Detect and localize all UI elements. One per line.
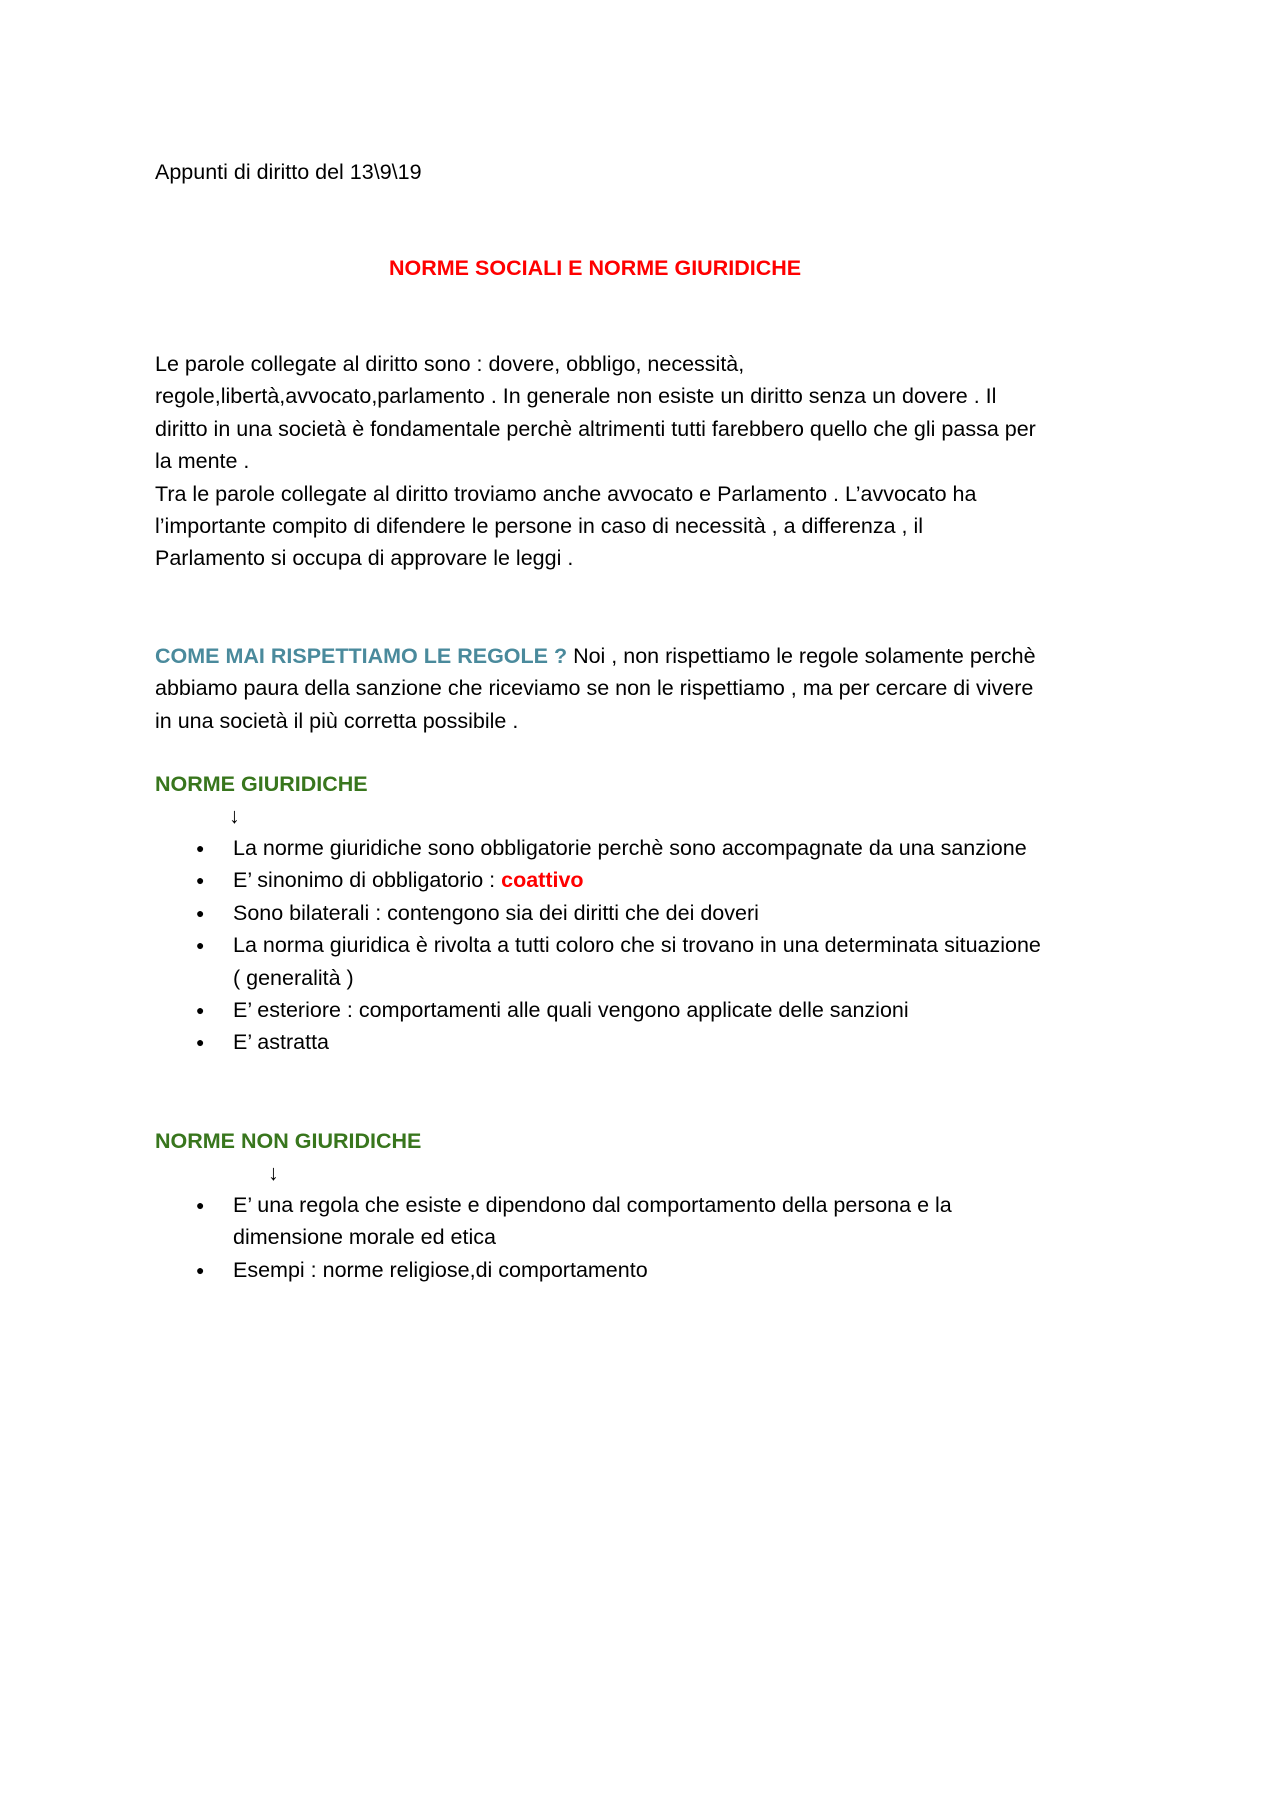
- bullet-icon: ●: [196, 1197, 205, 1213]
- paragraph-line: [155, 640, 1135, 672]
- bullet-icon: ●: [196, 937, 205, 954]
- list-item-text: E’ esteriore : comportamenti alle quali vengono applicate delle sanzioni: [233, 998, 909, 1023]
- bullet-icon: ●: [196, 904, 205, 921]
- list-item: [155, 1189, 1135, 1254]
- bullet-icon: ●: [196, 872, 205, 889]
- list-item-text: La norme giuridiche sono obbligatorie perchè sono accompagnate da una sanzione: [233, 836, 1027, 860]
- list-item: [155, 832, 1135, 864]
- highlight-keyword: coattivo: [501, 868, 584, 893]
- section-heading-giuridiche: NORME GIURIDICHE: [155, 772, 368, 796]
- down-arrow-icon: ↓: [268, 1161, 279, 1185]
- list-item: [155, 994, 1135, 1026]
- question-heading: COME MAI RISPETTIAMO LE REGOLE ?: [155, 644, 568, 668]
- list-item-text: Sono bilaterali : contengono sia dei diritti che dei doveri: [233, 900, 759, 925]
- paragraph-line: diritto in una società è fondamentale perchè altrimenti tutti farebbero quello che gli passa per: [155, 416, 1036, 441]
- paragraph-line: Le parole collegate al diritto sono : dovere, obbligo, necessità,: [155, 352, 745, 376]
- question-paragraph: [155, 640, 1135, 737]
- paragraph-line: abbiamo paura della sanzione che riceviamo se non le rispettiamo , ma per cercare di vivere: [155, 676, 1034, 701]
- list-item: [155, 897, 1135, 929]
- paragraph-line: Tra le parole collegate al diritto troviamo anche avvocato e Parlamento . L’avvocato ha: [155, 481, 977, 506]
- bullet-icon: ●: [196, 840, 205, 856]
- list-item-text: ( generalità ): [233, 965, 354, 990]
- paragraph-line: in una società il più corretta possibile .: [155, 708, 519, 733]
- list-item: [155, 1026, 1135, 1058]
- paragraph-line: l’importante compito di difendere le persone in caso di necessità , a differenza , il: [155, 514, 924, 539]
- list-item: [155, 1254, 1135, 1286]
- list-item-text: Esempi : norme religiose,di comportamento: [233, 1257, 648, 1282]
- list-item: [155, 864, 1135, 896]
- list-item-text: E’ una regola che esiste e dipendono dal comportamento della persona e la: [233, 1193, 952, 1217]
- list-item-text: La norma giuridica è rivolta a tutti coloro che si trovano in una determinata situazione: [233, 933, 1041, 958]
- document-title: NORME SOCIALI E NORME GIURIDICHE: [389, 256, 802, 280]
- list-item-text: E’ sinonimo di obbligatorio :: [233, 868, 502, 893]
- list-item-text: dimensione morale ed etica: [233, 1225, 496, 1250]
- non-giuridiche-list: [155, 1189, 1135, 1286]
- date-line: Appunti di diritto del 13\9\19: [155, 160, 422, 184]
- list-item: [155, 929, 1135, 994]
- question-text: Noi , non rispettiamo le regole solamente perchè: [567, 644, 1036, 668]
- paragraph-line: Parlamento si occupa di approvare le leggi .: [155, 546, 574, 571]
- bullet-icon: ●: [196, 1002, 205, 1019]
- paragraph-line: regole,libertà,avvocato,parlamento . In generale non esiste un diritto senza un dovere . Il: [155, 384, 997, 409]
- list-item-text: E’ astratta: [233, 1030, 329, 1055]
- bullet-icon: ●: [196, 1261, 205, 1278]
- intro-paragraph: [155, 348, 1135, 575]
- bullet-icon: ●: [196, 1034, 205, 1051]
- section-heading-non-giuridiche: NORME NON GIURIDICHE: [155, 1129, 422, 1153]
- giuridiche-list: [155, 832, 1135, 1059]
- down-arrow-icon: ↓: [229, 804, 240, 828]
- paragraph-line: la mente .: [155, 449, 250, 474]
